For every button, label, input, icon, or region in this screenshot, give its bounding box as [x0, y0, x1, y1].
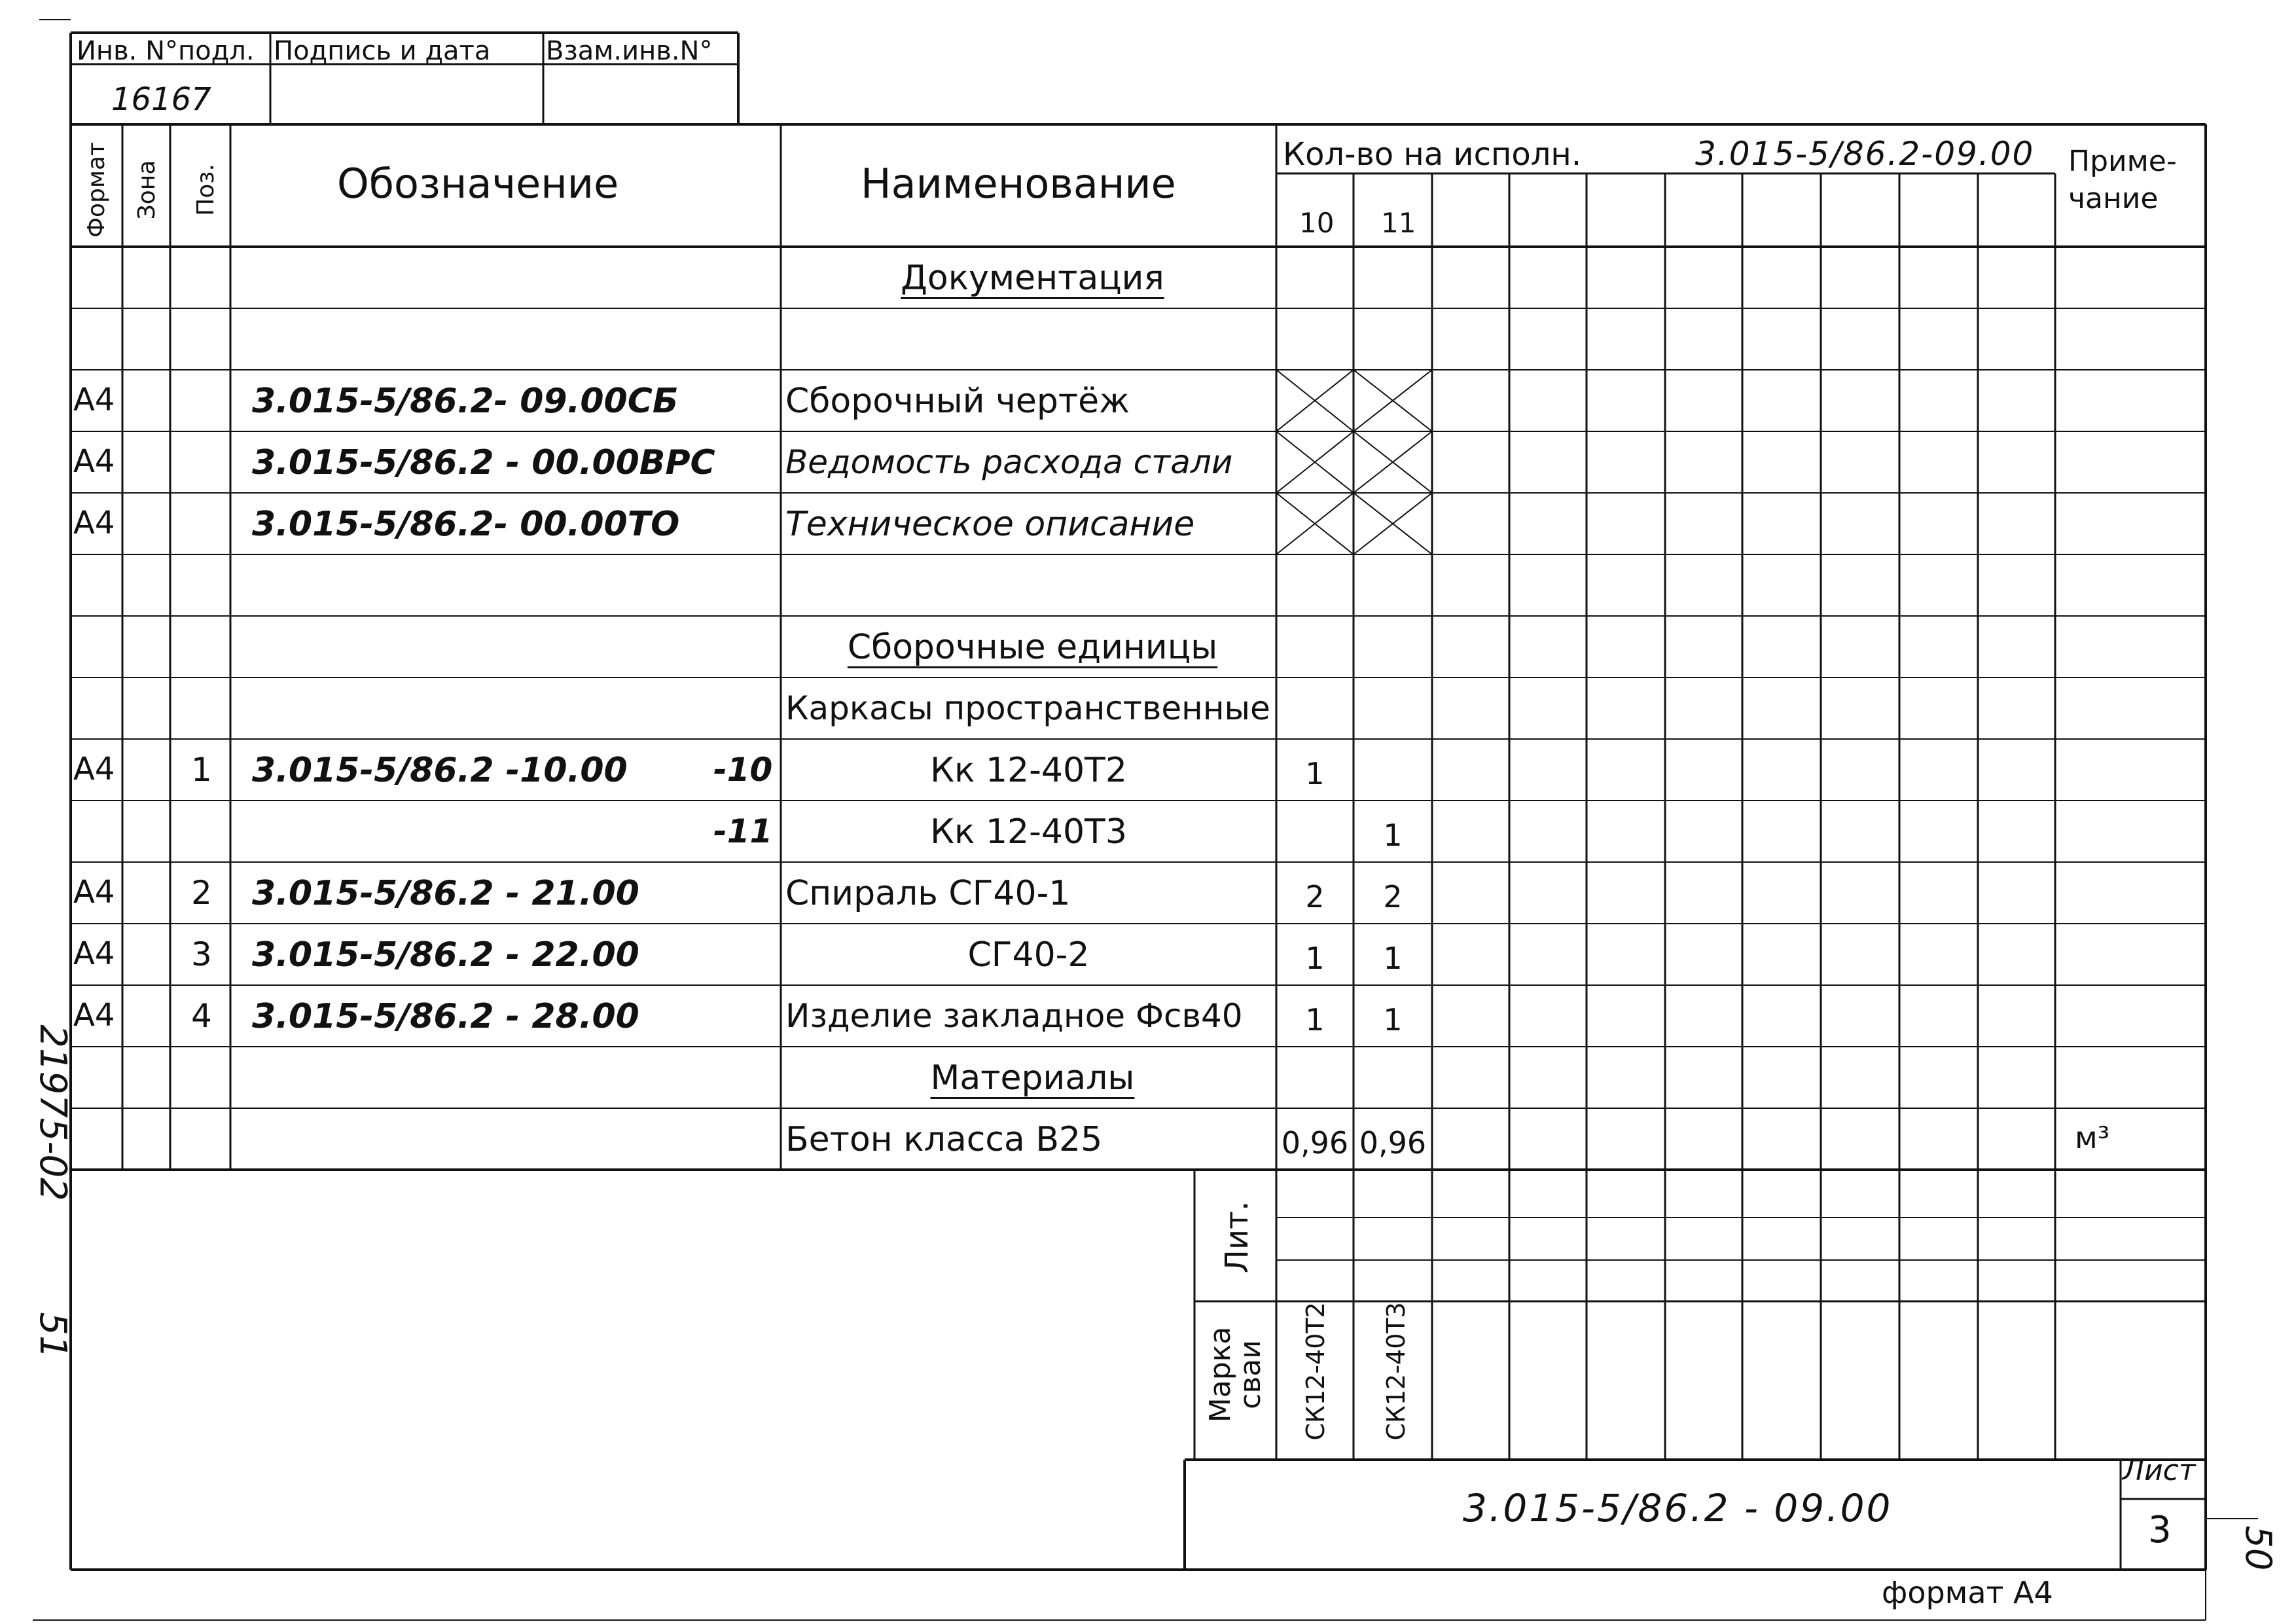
row-name: Кк 12-40Т2 — [930, 751, 1127, 790]
row-qty-11: 1 — [1383, 1002, 1403, 1038]
row-pos: 3 — [191, 935, 212, 973]
row-qty-10: 1 — [1305, 1002, 1325, 1038]
cross-mark-10 — [1276, 431, 1354, 493]
header-zone: Зона — [134, 160, 160, 220]
row-format: A4 — [73, 505, 115, 541]
mark-value-11: СК12-40Т3 — [1382, 1302, 1410, 1441]
row-designation: 3.015-5/86.2 - 22.00 — [252, 935, 639, 975]
row-qty-11: 2 — [1383, 879, 1403, 914]
row-name: Изделие закладное Фсв40 — [785, 997, 1243, 1035]
row-designation: 3.015-5/86.2- 00.00ТО — [252, 505, 680, 544]
row-qty-11: 1 — [1383, 941, 1403, 976]
row-qty-10: 1 — [1305, 756, 1325, 791]
row-format: A4 — [73, 751, 115, 787]
row-format: A4 — [73, 935, 115, 972]
row-name: Документация — [901, 259, 1164, 298]
row-qty-11: 1 — [1383, 818, 1403, 853]
row-qty-10: 0,96 — [1281, 1125, 1349, 1161]
doc-number: 3.015-5/86.2 - 09.00 — [1463, 1486, 1893, 1530]
row-name: Материалы — [930, 1058, 1135, 1098]
row-note: м³ — [2075, 1120, 2110, 1155]
format-text: формат А4 — [1882, 1575, 2053, 1610]
lit-label: Лит. — [1219, 1200, 1255, 1274]
row-qty-11: 0,96 — [1359, 1125, 1427, 1161]
row-qty-10: 2 — [1305, 879, 1325, 914]
row-designation: 3.015-5/86.2- 09.00СБ — [252, 382, 679, 421]
row-name: Сборочный чертёж — [785, 382, 1130, 421]
row-pos: 2 — [191, 874, 212, 912]
header-format: Формат — [83, 141, 110, 238]
header-name: Наименование — [861, 160, 1176, 208]
row-name: Бетон класса В25 — [785, 1120, 1103, 1159]
row-format: A4 — [73, 443, 115, 480]
row-designation: 3.015-5/86.2 -10.00 — [252, 751, 628, 790]
header-qty-doc: 3.015-5/86.2-09.00 — [1695, 135, 2035, 173]
row-format: A4 — [73, 382, 115, 418]
row-name: Ведомость расхода стали — [785, 443, 1233, 481]
row-name: Кк 12-40Т3 — [930, 812, 1127, 852]
row-name: СГ40-2 — [967, 935, 1090, 975]
stamp-inv-value: 16167 — [111, 81, 211, 118]
header-pos: Поз. — [192, 164, 219, 216]
row-format: A4 — [73, 997, 115, 1034]
cross-mark-11 — [1354, 431, 1432, 493]
margin-code: 21975-02 — [31, 1024, 74, 1201]
margin-right-page: 50 — [2238, 1525, 2279, 1571]
mark-label: Марка сваи — [1203, 1326, 1267, 1423]
stamp-replace-header: Взам.инв.N° — [546, 36, 713, 66]
row-designation: 3.015-5/86.2 - 21.00 — [252, 874, 639, 913]
row-name: Спираль СГ40-1 — [785, 874, 1071, 913]
header-exec-10: 10 — [1299, 207, 1335, 239]
row-name: Сборочные единицы — [847, 628, 1218, 667]
stamp-signature-header: Подпись и дата — [274, 36, 491, 66]
row-suffix: -11 — [713, 812, 773, 850]
header-note: Приме- чание — [2068, 145, 2177, 216]
sheet-number: 3 — [2148, 1509, 2172, 1551]
mark-value-10: СК12-40Т2 — [1301, 1302, 1330, 1441]
cross-mark-11 — [1354, 493, 1432, 554]
cross-mark-10 — [1276, 493, 1354, 554]
header-qty: Кол-во на исполн. — [1283, 136, 1582, 173]
cross-mark-11 — [1354, 370, 1432, 431]
cross-mark-10 — [1276, 370, 1354, 431]
header-designation: Обозначение — [337, 160, 619, 208]
row-qty-10: 1 — [1305, 941, 1325, 976]
header-exec-11: 11 — [1381, 207, 1416, 239]
row-designation: 3.015-5/86.2 - 28.00 — [252, 997, 639, 1036]
margin-left-page: 51 — [31, 1312, 74, 1359]
row-designation: 3.015-5/86.2 - 00.00ВРС — [252, 443, 715, 482]
row-name: Каркасы пространственные — [785, 689, 1270, 727]
row-format: A4 — [73, 874, 115, 911]
row-pos: 1 — [191, 751, 212, 789]
sheet-label: Лист — [2123, 1454, 2196, 1487]
row-pos: 4 — [191, 997, 212, 1035]
row-suffix: -10 — [713, 751, 773, 789]
row-name: Техническое описание — [785, 505, 1195, 544]
stamp-inv-header: Инв. N°подл. — [77, 36, 255, 66]
